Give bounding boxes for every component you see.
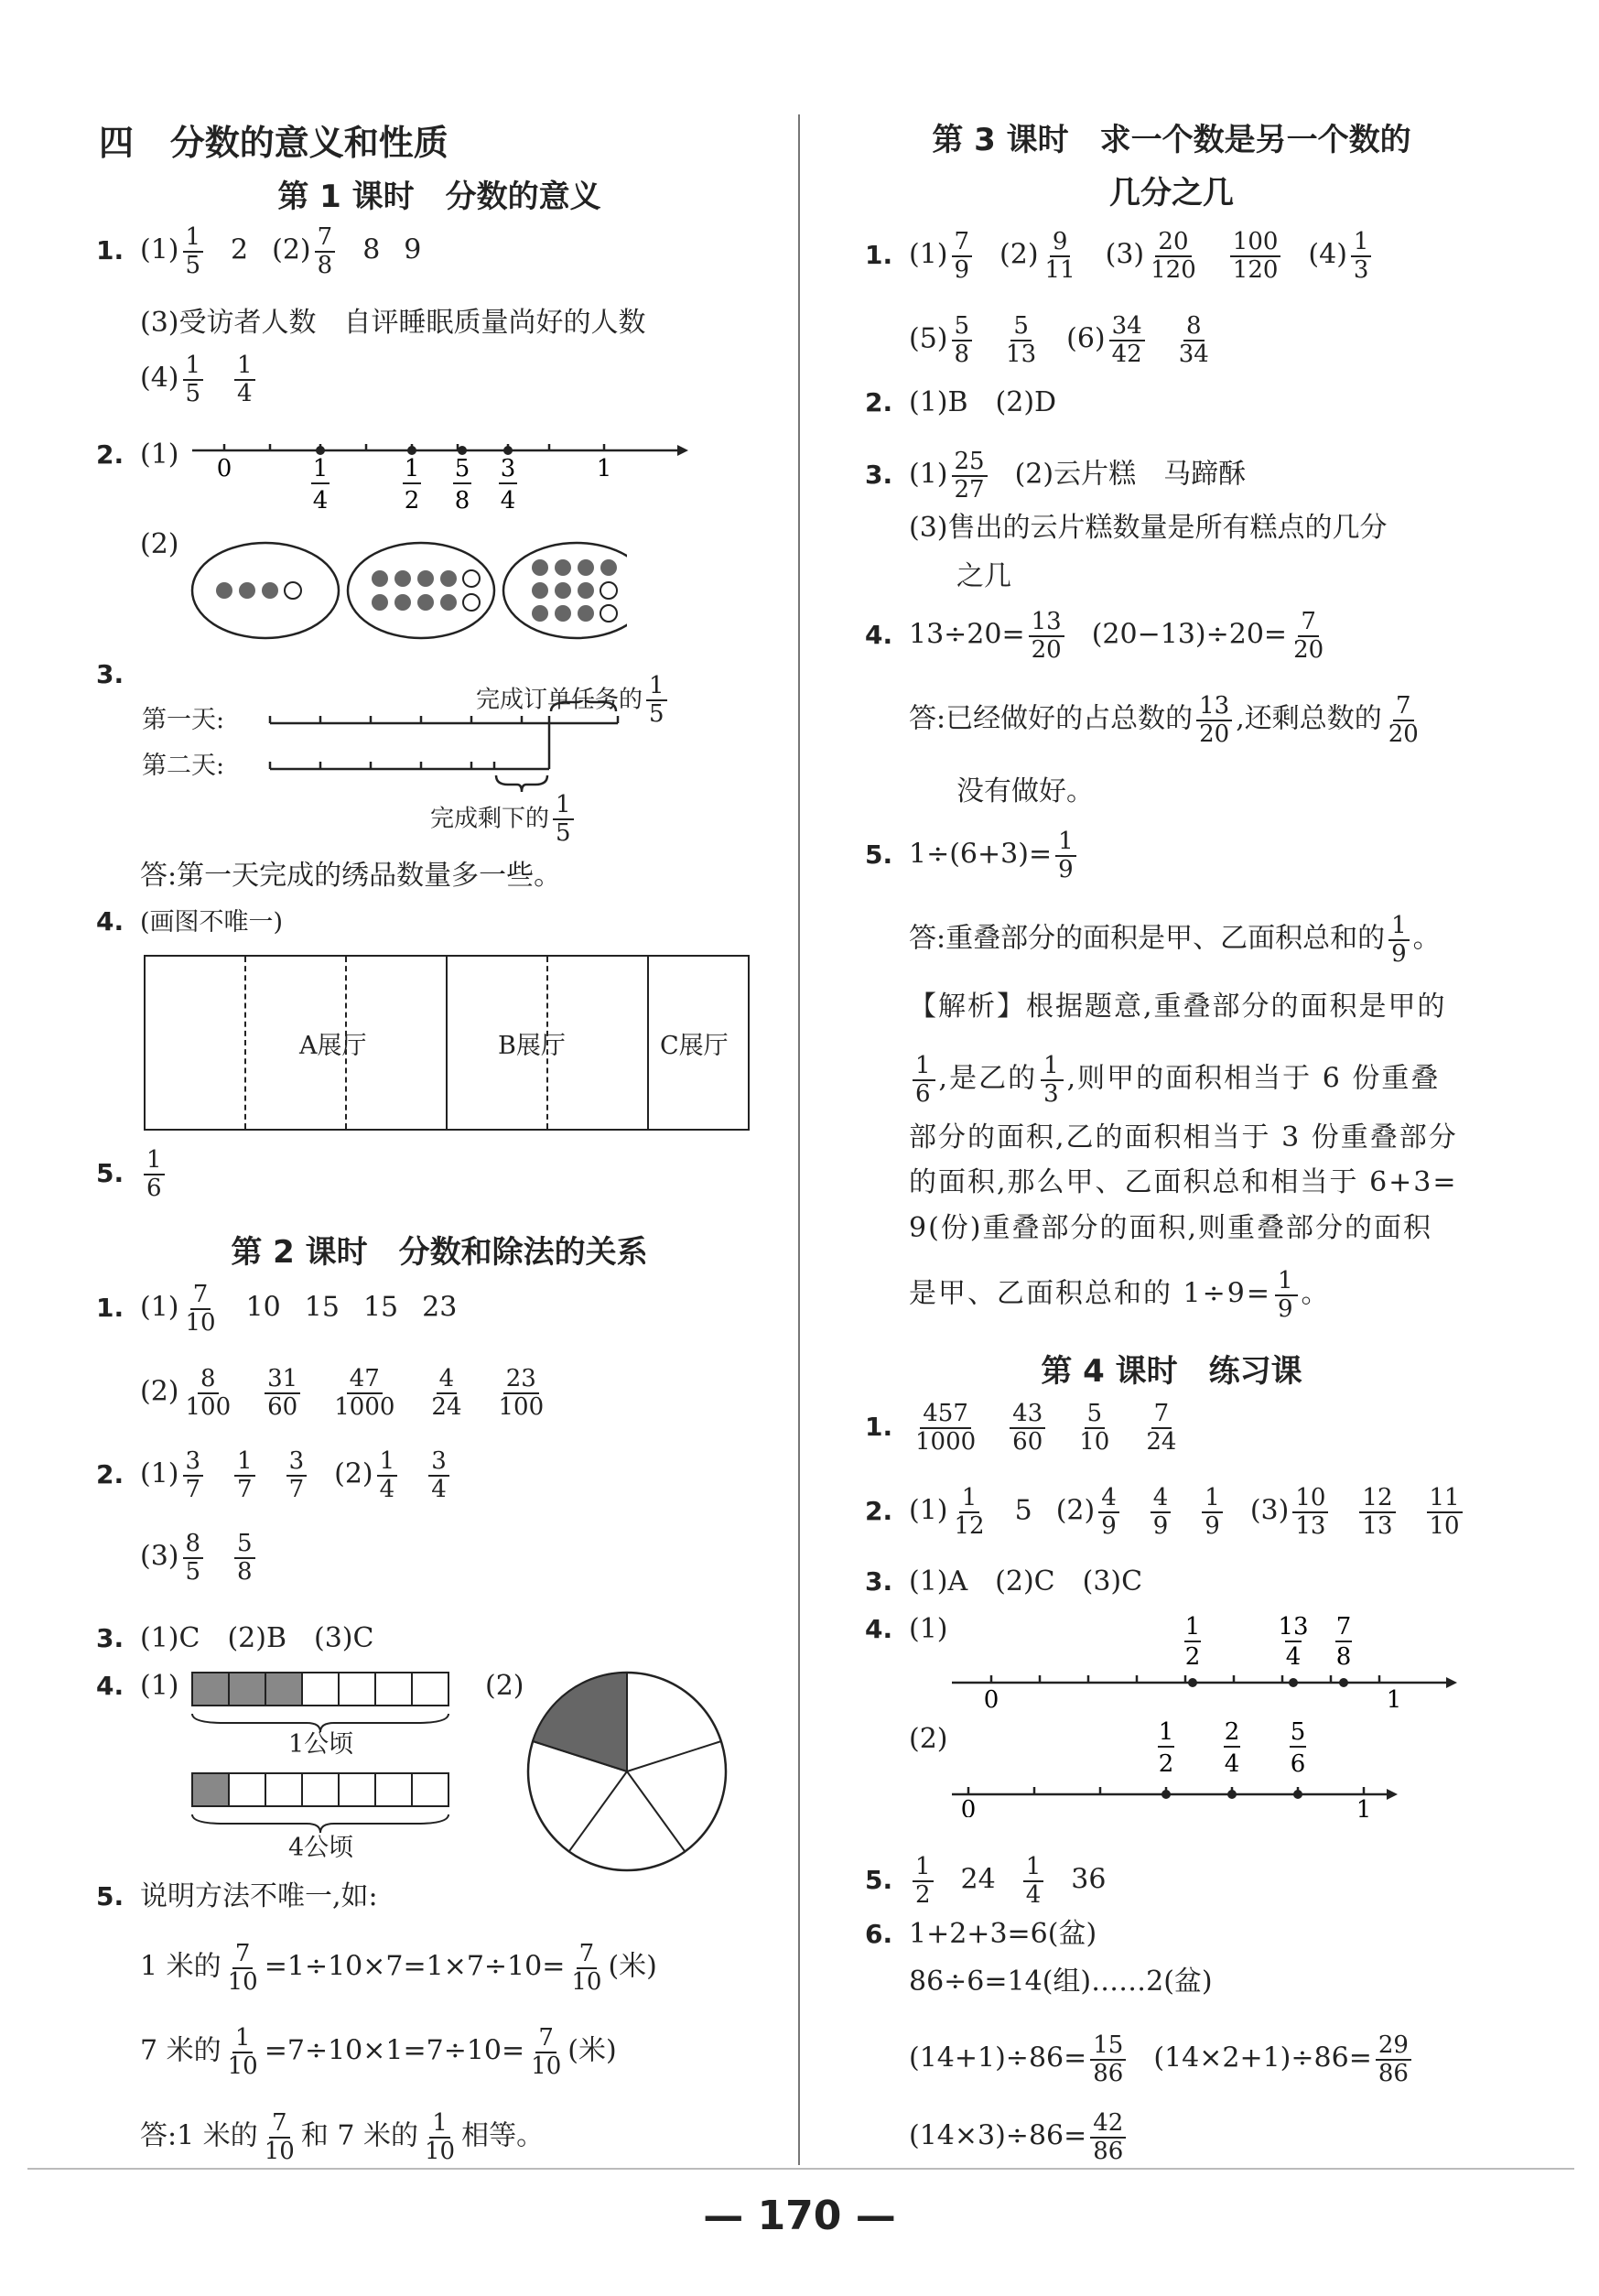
tick-label-num: 1 [312,455,329,482]
l3-q3-line1: 3. (1) $\frac{25}{27}$ (2)云片糕 马蹄酥 [865,448,1247,504]
l1-q3-bottom-label: 完成剩下的 $\frac{1}{5}$ [430,792,578,846]
l2-q4-pie [522,1666,732,1877]
l2-q2-line2: (3) $\frac{8}{5}$ $\frac{5}{8}$ [140,1531,259,1585]
l4-q6-line3: (14+1)÷86= $\frac{15}{86}$ (14×2+1)÷86= $\frac{29}{86}$ [909,2032,1415,2086]
l3-q5-analysis-1: 【解析】根据题意,重叠部分的面积是甲的 [909,991,1447,1023]
hall-b-label: B展厅 [498,1032,566,1060]
l1-q1-line3: (4) $\frac{1}{5}$ $\frac{1}{4}$ [140,352,259,406]
day1-label: 第一天: [142,706,225,734]
hectare-4-label: 4公顷 [288,1834,354,1862]
l4-q4-number-line-1 [952,1611,1464,1712]
l2-q1-line1: 1. (1) $\frac{7}{10}$ 10 15 15 23 [96,1281,458,1337]
tick-1: 1 [596,455,612,482]
l4-q1-line: 1. $\frac{457}{1000}$ $\frac{43}{60}$ $\frac{5}{10}$ $\frac{7}{24}$ [865,1400,1177,1456]
lesson1-title: 第 1 课时 分数的意义 [277,179,601,215]
tick-label-den: 2 [1158,1750,1174,1778]
l1-q2-ovals [188,540,627,650]
l4-q6-line1: 6. 1+2+3=6(盆) [865,1918,1097,1950]
tick-label-num: 13 [1278,1613,1309,1641]
l4-q6-line4: (14×3)÷86= $\frac{42}{86}$ [909,2110,1129,2164]
l3-q2-line: 2. (1)B (2)D [865,386,1057,418]
l4-q2-line: 2. (1) $\frac{1}{12}$ 5 (2) $\frac{4}{9}$ $\frac{4}{9}$ $\frac{1}{9}$ (3) $\frac{10}{13}$ $\frac{12}{13}$ $\frac{11}{10}$ [865,1485,1466,1539]
l2-q5-answer: 答:1 米的 $\frac{7}{10}$ 和 7 米的 $\frac{1}{10}$ 相等。 [140,2109,545,2165]
l3-q4-line1: 4. 13÷20= $\frac{13}{20}$ (20−13)÷20= $\frac{7}{20}$ [865,608,1324,664]
tick-label-num: 3 [500,455,516,482]
point-three-quarters [503,446,513,455]
l3-q5-analysis-4: 的面积,那么甲、乙面积总和相当于 6+3= [909,1166,1458,1198]
l3-q5-analysis-6: 是甲、乙面积总和的 1÷9= $\frac{1}{9}$ 。 [909,1267,1331,1323]
tick-label-num: 1 [404,455,420,482]
tick-0: 0 [983,1686,999,1712]
hall-c-label: C展厅 [660,1032,729,1060]
tick-1: 1 [1386,1686,1402,1712]
l3-q4-answer-end: 没有做好。 [956,775,1094,807]
tick-1: 1 [1356,1796,1372,1817]
l3-q1-line2: (5) $\frac{5}{8}$ $\frac{5}{13}$ (6) $\frac{34}{42}$ $\frac{8}{34}$ [909,312,1209,368]
tick-label-den: 6 [1290,1750,1306,1778]
l1-q2-part2: (2) [140,528,179,560]
l1-q3-num: 3. [96,659,124,689]
l2-q1-line2: (2) $\frac{8}{100}$ $\frac{31}{60}$ $\frac{47}{1000}$ $\frac{4}{24}$ $\frac{23}{100}$ [140,1365,545,1421]
tick-label-den: 2 [1184,1643,1201,1671]
l1-q3-answer: 答:第一天完成的绣品数量多一些。 [140,860,562,892]
l3-q1-line1: 1. (1) $\frac{7}{9}$ (2) $\frac{9}{11}$ (3) $\frac{20}{120}$ $\frac{100}{120}$ (4) $\frac{1}{3}$ [865,229,1375,283]
tick-label-den: 2 [404,487,420,514]
tick-label-den: 4 [500,487,516,514]
lesson2-title: 第 2 课时 分数和除法的关系 [231,1234,648,1271]
l3-q5-answer: 答:重叠部分的面积是甲、乙面积总和的 $\frac{1}{9}$ 。 [909,912,1441,968]
l3-q5-analysis-5: 9(份)重叠部分的面积,则重叠部分的面积 [909,1212,1433,1244]
column-divider [798,114,800,2165]
l4-q5-line: 5. $\frac{1}{2}$ 24 $\frac{1}{4}$ 36 [865,1853,1107,1909]
tick-label-num: 5 [1290,1718,1306,1746]
l2-q2-line1: 2. (1) $\frac{3}{7}$ $\frac{1}{7}$ $\frac{3}{7}$ (2) $\frac{1}{4}$ $\frac{3}{4}$ [96,1448,453,1502]
l3-q4-answer: 答:已经做好的占总数的 $\frac{13}{20}$ ,还剩总数的 $\frac{7}{20}$ [909,692,1419,748]
l1-q5-line: 5. $\frac{1}{6}$ [96,1147,168,1201]
l3-q3-line2: (3)售出的云片糕数量是所有糕点的几分 [909,512,1388,544]
l3-q5-analysis-3: 部分的面积,乙的面积相当于 3 份重叠部分 [909,1121,1458,1153]
page-number: — 170 — [703,2193,896,2239]
point-quarter [316,446,325,455]
lesson4-title: 第 4 课时 练习课 [1041,1353,1302,1390]
tick-label-num: 1 [1184,1613,1201,1641]
exhibition-hall-diagram [144,955,750,1131]
tick-label-den: 4 [1224,1750,1240,1778]
l4-q4-label: 4. (1) [865,1613,948,1645]
l1-q1-line2: (3)受访者人数 自评睡眠质量尚好的人数 [140,307,646,339]
l3-q5-line1: 5. 1÷(6+3)= $\frac{1}{9}$ [865,829,1080,883]
tick-label-den: 8 [454,487,470,514]
lesson3-title: 第 3 课时 求一个数是另一个数的 [932,122,1411,158]
bottom-rule [27,2168,1574,2170]
hall-a-label: A展厅 [299,1032,367,1060]
l1-q4-line: 4. (画图不唯一) [96,906,284,937]
tick-0: 0 [960,1796,977,1817]
l3-q3-line3: 之几 [956,560,1011,592]
tick-label-den: 8 [1335,1643,1352,1671]
point-five-eighths [458,446,467,455]
l4-q3-line: 3. (1)A (2)C (3)C [865,1565,1143,1597]
l2-q4-part2: (2) [485,1670,524,1702]
hectare-1-label: 1公顷 [288,1730,354,1759]
tick-0: 0 [216,455,232,482]
lesson3-title-line2: 几分之几 [1109,175,1234,211]
l2-q5-line1: 1 米的 $\frac{7}{10}$ =1÷10×7=1×7÷10= $\frac{7}{10}$ (米) [140,1940,657,1996]
tick-label-den: 4 [1285,1643,1302,1671]
l2-q5-line2: 7 米的 $\frac{1}{10}$ =7÷10×1=7÷10= $\frac{7}{10}$ (米) [140,2024,617,2080]
point-half [407,446,416,455]
l1-q1-line1: 1. (1) $\frac{1}{5}$ 2 (2) $\frac{7}{8}$ 8 9 [96,223,422,279]
l2-q3-line: 3. (1)C (2)B (3)C [96,1622,374,1654]
tick-label-den: 4 [312,487,329,514]
tick-label-num: 5 [454,455,470,482]
l2-q4-bars [188,1668,462,1860]
l4-q4-number-line-2 [952,1717,1410,1817]
l4-q4-part2: (2) [909,1723,948,1755]
l4-q6-line2: 86÷6=14(组)……2(盆) [909,1966,1213,1998]
tick-label-num: 2 [1224,1718,1240,1746]
tick-label-num: 7 [1335,1613,1352,1641]
l1-q2-label: 2. (1) [96,439,179,471]
tick-label-num: 1 [1158,1718,1174,1746]
l2-q5-intro: 5. 说明方法不唯一,如: [96,1880,378,1912]
day2-label: 第二天: [142,752,225,780]
l1-q2-number-line [183,430,696,522]
l3-q5-analysis-2: $\frac{1}{6}$ ,是乙的 $\frac{1}{3}$ ,则甲的面积相当于 6 份重叠 [909,1053,1440,1107]
l1-q3-top-label: 完成订单任务的 $\frac{1}{5}$ [476,673,671,727]
chapter-heading: 四 分数的意义和性质 [99,123,448,163]
l2-q4-label: 4. (1) [96,1670,179,1702]
